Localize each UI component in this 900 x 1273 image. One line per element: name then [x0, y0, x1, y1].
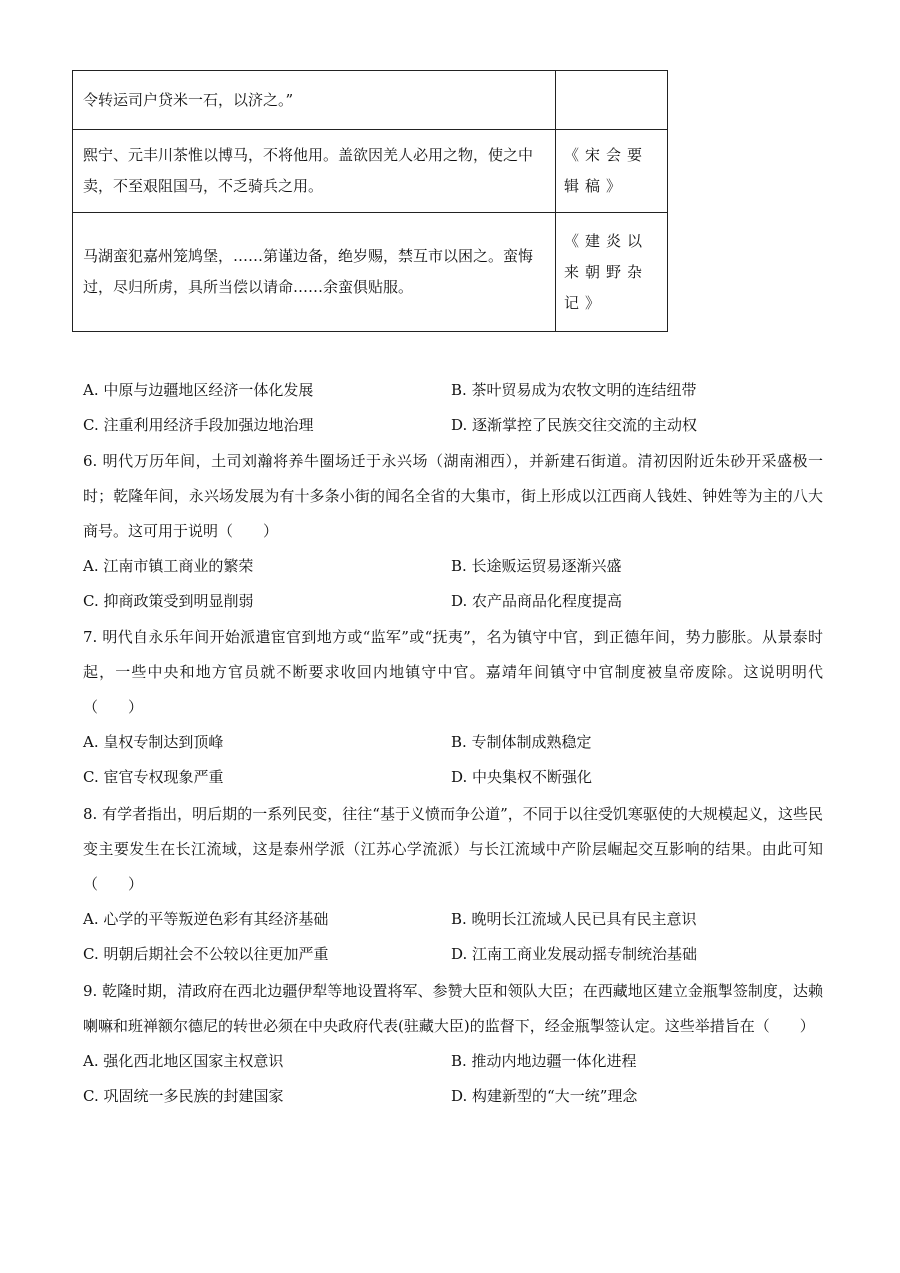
table-cell-source: 《宋会要辑稿》	[556, 130, 668, 213]
table-row	[73, 213, 668, 332]
question-stem: 6. 明代万历年间，土司刘瀚将养牛圈场迁于永兴场（湖南湘西），并新建石街道。清初因附近朱砂开采盛极一时；乾隆年间，永兴场发展为有十多条小街的闻名全省的大集市，街上形成以江西商人钱姓、钟姓等为主的八大商号。这可用于说明（ ）	[83, 452, 823, 540]
option-b[interactable]: B. 茶叶贸易成为农牧文明的连结纽带	[451, 381, 697, 399]
option-a[interactable]: A. 皇权专制达到顶峰	[83, 733, 224, 751]
option-a[interactable]: A. 中原与边疆地区经济一体化发展	[83, 381, 314, 399]
option-c[interactable]: C. 巩固统一多民族的封建国家	[83, 1087, 284, 1105]
table-row	[73, 130, 668, 213]
table-cell-text: 马湖蛮犯嘉州笼鸠堡，……第谨边备，绝岁赐，禁互市以困之。蛮悔过，尽归所虏，具所当偿以请命……余蛮俱贴服。	[73, 213, 556, 332]
table-cell-text: 令转运司户贷米一石，以济之。”	[73, 71, 556, 130]
table-cell-source: 《建炎以来朝野杂记》	[556, 213, 668, 332]
option-a[interactable]: A. 江南市镇工商业的繁荣	[83, 557, 254, 575]
option-b[interactable]: B. 推动内地边疆一体化进程	[451, 1052, 637, 1070]
question-7	[83, 620, 823, 795]
table-row	[73, 71, 668, 130]
option-d[interactable]: D. 中央集权不断强化	[451, 768, 593, 786]
table-cell-source	[556, 71, 668, 130]
option-d[interactable]: D. 江南工商业发展动摇专制统治基础	[451, 945, 698, 963]
question-stem: 9. 乾隆时期，清政府在西北边疆伊犁等地设置将军、参赞大臣和领队大臣；在西藏地区建立金瓶掣签制度，达赖喇嘛和班禅额尔德尼的转世必须在中央政府代表(驻藏大臣)的监督下，经金瓶掣签认定。这些举措旨在（ ）	[83, 982, 823, 1035]
table-cell-text: 熙宁、元丰川茶惟以博马，不将他用。盖欲因羌人必用之物，使之中卖，不至艰阻国马，不乏骑兵之用。	[73, 130, 556, 213]
question-8	[83, 797, 823, 972]
option-c[interactable]: C. 注重利用经济手段加强边地治理	[83, 416, 314, 434]
question-stem: 8. 有学者指出，明后期的一系列民变，往往“基于义愤而争公道”，不同于以往受饥寒驱使的大规模起义，这些民变主要发生在长江流域，这是泰州学派（江苏心学流派）与长江流域中产阶层崛起交互影响的结果。由此可知（ ）	[83, 805, 823, 893]
question-5-options	[83, 373, 823, 443]
option-a[interactable]: A. 强化西北地区国家主权意识	[83, 1052, 284, 1070]
option-b[interactable]: B. 专制体制成熟稳定	[451, 733, 592, 751]
option-c[interactable]: C. 明朝后期社会不公较以往更加严重	[83, 945, 329, 963]
option-b[interactable]: B. 晚明长江流域人民已具有民主意识	[451, 910, 697, 928]
question-9	[83, 974, 823, 1114]
source-table	[72, 70, 668, 332]
question-6	[83, 444, 823, 619]
option-d[interactable]: D. 构建新型的“大一统”理念	[451, 1087, 638, 1105]
option-c[interactable]: C. 抑商政策受到明显削弱	[83, 592, 254, 610]
question-stem: 7. 明代自永乐年间开始派遣宦官到地方或“监军”或“抚夷”，名为镇守中官，到正德年间，势力膨胀。从景泰时起，一些中央和地方官员就不断要求收回内地镇守中官。嘉靖年间镇守中官制度被皇帝废除。这说明明代（ ）	[83, 628, 823, 716]
option-a[interactable]: A. 心学的平等叛逆色彩有其经济基础	[83, 910, 329, 928]
option-d[interactable]: D. 农产品商品化程度提高	[451, 592, 623, 610]
option-d[interactable]: D. 逐渐掌控了民族交往交流的主动权	[451, 416, 698, 434]
option-b[interactable]: B. 长途贩运贸易逐渐兴盛	[451, 557, 622, 575]
option-c[interactable]: C. 宦官专权现象严重	[83, 768, 224, 786]
